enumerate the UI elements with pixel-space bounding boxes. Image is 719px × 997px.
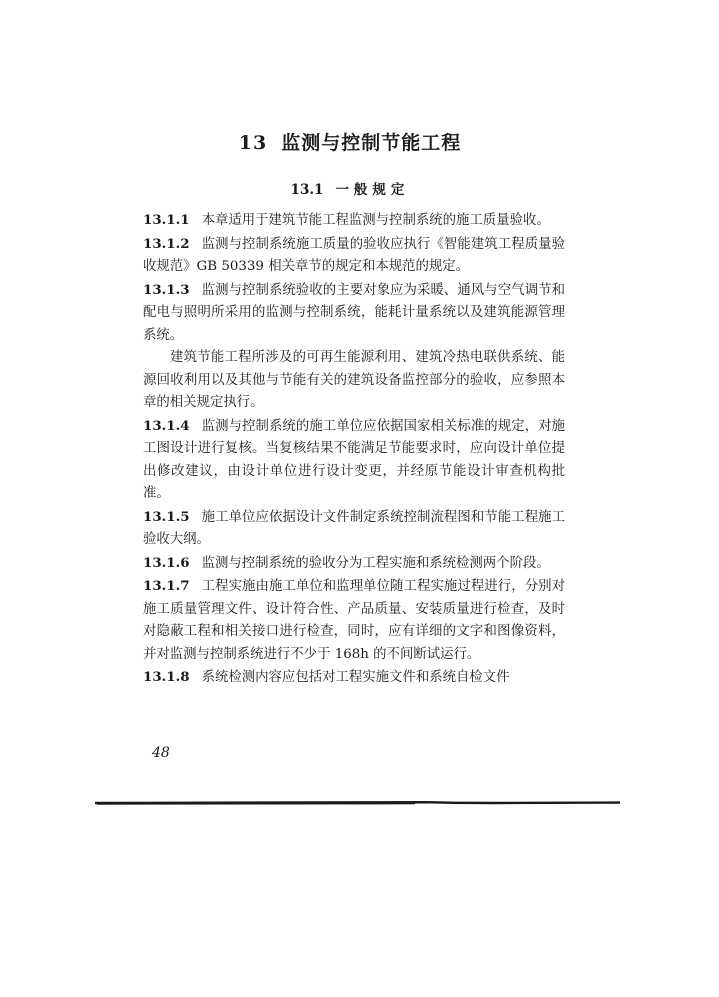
paragraph-text: 工程实施由施工单位和监理单位随工程实施过程进行，分别对施工质量管理文件、设计符合性、产品质量、安装质量进行检查，及时对隐蔽工程和相关接口进行检查，同时，应有详细的文字和图像资料，并对监测与控制系统进行不少于 168h 的不间断试运行。 [143, 579, 565, 662]
paragraph-text: 监测与控制系统的验收分为工程实施和系统检测两个阶段。 [201, 555, 550, 571]
paragraph-13-1-6 [143, 552, 565, 576]
clause-number: 13.1.8 [143, 669, 190, 685]
paragraph-13-1-4 [143, 415, 565, 506]
paragraph-text: 建筑节能工程所涉及的可再生能源利用、建筑冷热电联供系统、能源回收利用以及其他与节能有关的建筑设备监控部分的验收，应参照本章的相关规定执行。 [143, 350, 565, 410]
clause-number: 13.1.7 [143, 578, 190, 594]
paragraph-text: 监测与控制系统验收的主要对象应为采暖、通风与空气调节和配电与照明所采用的监测与控制系统，能耗计量系统以及建筑能源管理系统。 [143, 282, 565, 343]
clause-number: 13.1.2 [143, 235, 190, 252]
paragraph-13-1-2 [143, 233, 565, 279]
paragraph-13-1-3 [143, 279, 565, 348]
chapter-title: 监测与控制节能工程 [281, 132, 462, 154]
paragraph-13-1-1 [143, 209, 565, 233]
page-number: 48 [152, 745, 170, 761]
clause-number: 13.1.6 [143, 554, 190, 571]
paragraph-13-1-7 [143, 575, 565, 666]
chapter-number: 13 [238, 132, 268, 154]
section-number: 13.1 [290, 182, 324, 198]
section-heading [140, 178, 560, 198]
section-title: 一般规定 [335, 182, 410, 198]
clause-number: 13.1.5 [143, 508, 190, 525]
chapter-heading [140, 128, 560, 155]
paragraph-text: 监测与控制系统施工质量的验收应执行《智能建筑工程质量验收规范》GB 50339 相关章节的规定和本规范的规定。 [143, 236, 565, 274]
paragraph-text: 本章适用于建筑节能工程监测与控制系统的施工质量验收。 [201, 213, 550, 228]
paragraph-13-1-3-continued [143, 347, 565, 415]
clause-number: 13.1.4 [143, 417, 190, 434]
paragraph-13-1-5 [143, 506, 565, 552]
clause-number: 13.1.3 [143, 281, 190, 298]
paragraph-13-1-8 [143, 666, 565, 690]
paragraph-text: 监测与控制系统的施工单位应依据国家相关标准的规定，对施工图设计进行复核。当复核结果不能满足节能要求时，应向设计单位提出修改建议，由设计单位进行设计变更，并经原节能设计审查机构批准。 [143, 418, 565, 501]
footer-rule [95, 800, 620, 806]
paragraph-text: 系统检测内容应包括对工程实施文件和系统自检文件 [201, 670, 510, 685]
body-text [143, 209, 565, 690]
paragraph-text: 施工单位应依据设计文件制定系统控制流程图和节能工程施工验收大纲。 [143, 509, 565, 547]
clause-number: 13.1.1 [143, 212, 190, 228]
